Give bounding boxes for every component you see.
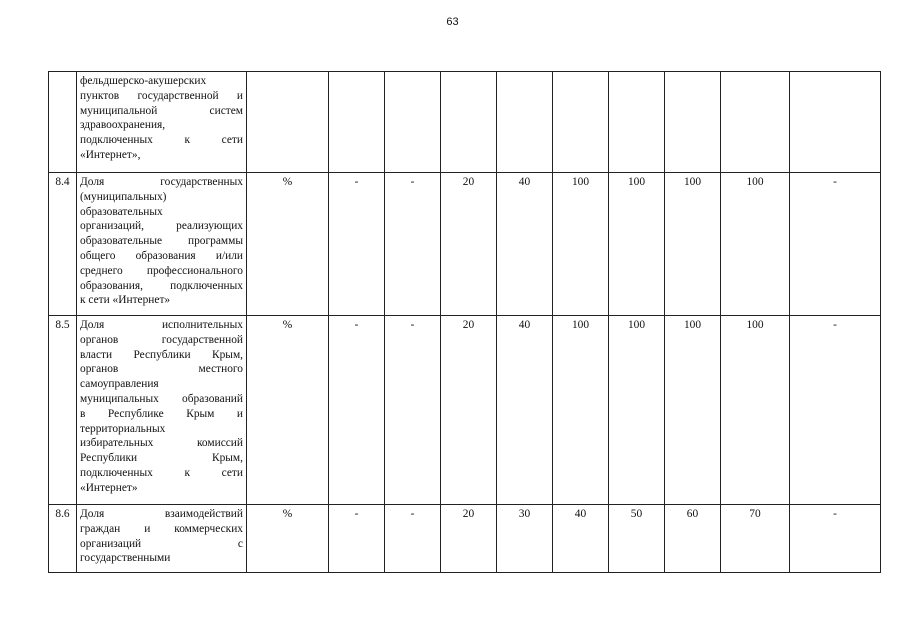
- value-cell: 20: [441, 316, 497, 505]
- value-cell: 100: [609, 173, 665, 316]
- value-cell: 100: [553, 316, 609, 505]
- value-cell: -: [385, 505, 441, 573]
- value-cell: [497, 72, 553, 173]
- description-line: подключенных к сети: [80, 466, 243, 479]
- value-cell: 20: [441, 173, 497, 316]
- table-row: [49, 72, 881, 173]
- value-cell: -: [790, 316, 881, 505]
- value-cell: [790, 72, 881, 173]
- description-line: в Республике Крым и: [80, 407, 243, 420]
- description-line: «Интернет»,: [80, 148, 141, 161]
- value-cell: [553, 72, 609, 173]
- table-row: [49, 316, 881, 505]
- value-cell: 50: [609, 505, 665, 573]
- value-cell: [665, 72, 721, 173]
- row-number: 8.5: [49, 316, 77, 505]
- value-cell: [441, 72, 497, 173]
- unit-cell: %: [247, 505, 329, 573]
- indicator-description: [77, 72, 247, 173]
- value-cell: 30: [497, 505, 553, 573]
- unit-cell: %: [247, 173, 329, 316]
- value-cell: 20: [441, 505, 497, 573]
- indicator-description: [77, 316, 247, 505]
- description-line: муниципальной систем: [80, 104, 243, 117]
- indicators-table: [48, 71, 881, 573]
- value-cell: -: [385, 173, 441, 316]
- indicator-description: [77, 505, 247, 573]
- description-line: муниципальных образований: [80, 392, 243, 405]
- value-cell: [609, 72, 665, 173]
- table-row: [49, 173, 881, 316]
- description-line: образования, подключенных: [80, 279, 243, 292]
- description-line: к сети «Интернет»: [80, 294, 171, 307]
- page-number: 63: [446, 16, 459, 28]
- table-body: [49, 72, 881, 573]
- description-line: образовательные программы: [80, 235, 243, 248]
- value-cell: 100: [665, 316, 721, 505]
- description-line: государственными: [80, 552, 171, 565]
- value-cell: -: [329, 173, 385, 316]
- description-line: самоуправления: [80, 378, 159, 391]
- value-cell: -: [385, 316, 441, 505]
- unit-cell: %: [247, 316, 329, 505]
- value-cell: [721, 72, 790, 173]
- value-cell: -: [790, 173, 881, 316]
- description-line: фельдшерско-акушерских: [80, 75, 207, 87]
- description-line: власти Республики Крым,: [80, 348, 243, 361]
- description-line: «Интернет»: [80, 481, 138, 494]
- value-cell: 40: [497, 173, 553, 316]
- description-line: пунктов государственной и: [80, 89, 243, 102]
- value-cell: 70: [721, 505, 790, 573]
- value-cell: 100: [609, 316, 665, 505]
- description-line: организаций с: [80, 537, 243, 550]
- value-cell: 100: [721, 316, 790, 505]
- description-line: Доля исполнительных: [80, 319, 243, 331]
- description-line: общего образования и/или: [80, 249, 243, 262]
- indicator-description: [77, 173, 247, 316]
- description-line: образовательных: [80, 205, 163, 218]
- description-line: граждан и коммерческих: [80, 522, 243, 535]
- row-number: 8.6: [49, 505, 77, 573]
- row-number: [49, 72, 77, 173]
- value-cell: 100: [553, 173, 609, 316]
- description-line: избирательных комиссий: [80, 437, 243, 450]
- description-line: среднего профессионального: [80, 264, 243, 277]
- description-line: территориальных: [80, 422, 166, 435]
- description-line: Доля взаимодействий: [80, 508, 243, 520]
- description-line: подключенных к сети: [80, 134, 243, 147]
- value-cell: [385, 72, 441, 173]
- value-cell: 60: [665, 505, 721, 573]
- value-cell: 40: [553, 505, 609, 573]
- value-cell: [329, 72, 385, 173]
- value-cell: -: [329, 316, 385, 505]
- description-line: организаций, реализующих: [80, 220, 243, 233]
- value-cell: 40: [497, 316, 553, 505]
- description-line: (муниципальных): [80, 190, 167, 203]
- value-cell: 100: [721, 173, 790, 316]
- description-line: органов местного: [80, 363, 243, 376]
- description-line: здравоохранения,: [80, 119, 166, 132]
- value-cell: 100: [665, 173, 721, 316]
- description-line: Республики Крым,: [80, 452, 243, 465]
- value-cell: -: [329, 505, 385, 573]
- unit-cell: [247, 72, 329, 173]
- value-cell: -: [790, 505, 881, 573]
- row-number: 8.4: [49, 173, 77, 316]
- description-line: органов государственной: [80, 333, 243, 346]
- description-line: Доля государственных: [80, 176, 243, 188]
- table-row: [49, 505, 881, 573]
